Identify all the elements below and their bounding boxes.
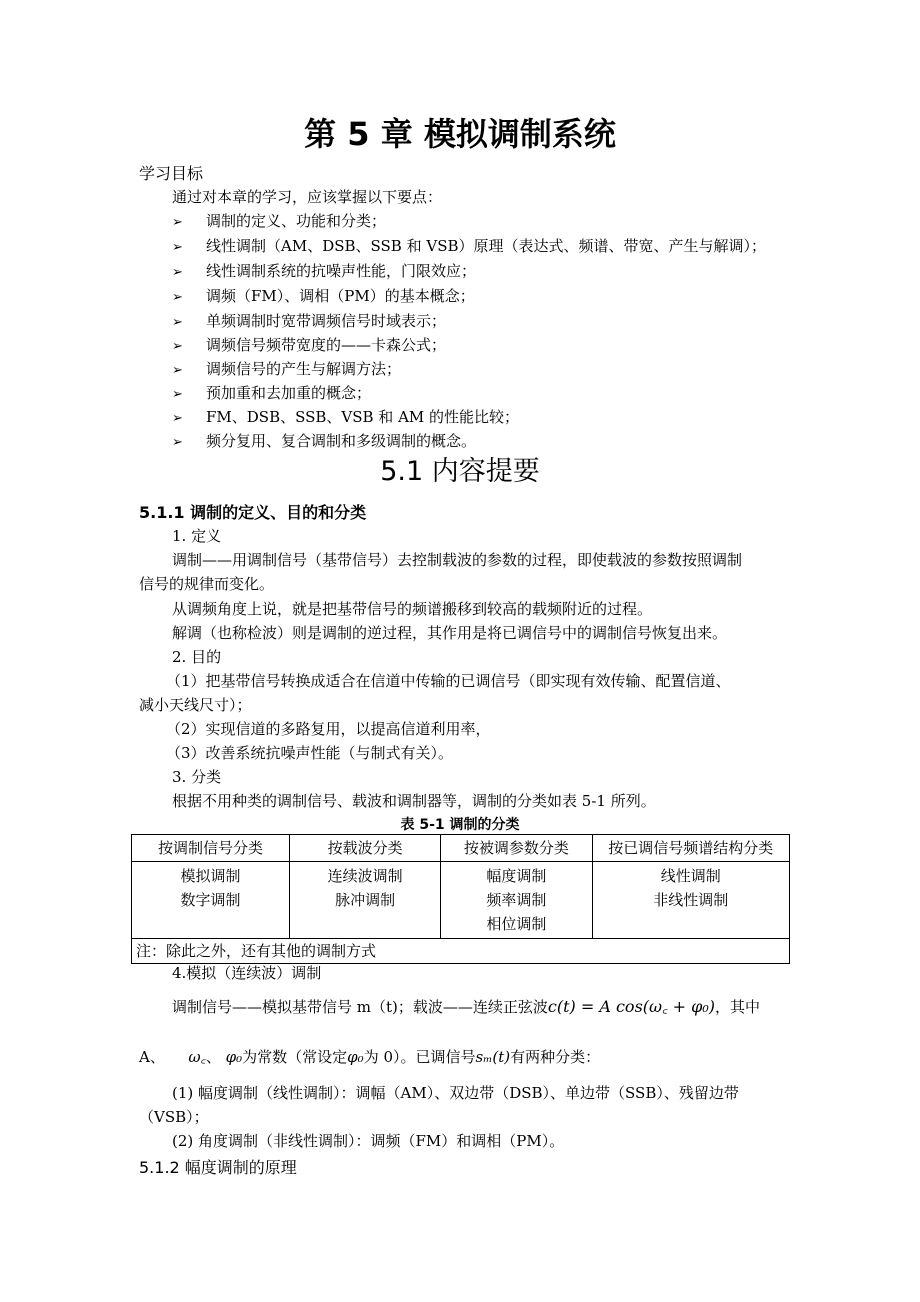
angle-modulation-line: (2) 角度调制（非线性调制）：调频（FM）和调相（PM）。 — [172, 1132, 565, 1150]
definition-paragraph-line1: 调制——用调制信号（基带信号）去控制载波的参数的过程，即使载波的参数按照调制 — [172, 551, 743, 569]
objective-item: ➢ 线性调制（AM、DSB、SSB 和 VSB）原理（表达式、频谱、带宽、产生与解调）； — [172, 237, 766, 255]
classification-paragraph: 根据不用种类的调制信号、载波和调制器等，调制的分类如表 5-1 所列。 — [172, 792, 656, 810]
purpose-item-2: （2）实现信道的多路复用，以提高信道利用率， — [166, 720, 491, 738]
table-cell-spectrum: 线性调制 非线性调制 — [592, 862, 789, 939]
objective-item: ➢ 单频调制时宽带调频信号时域表示； — [172, 312, 447, 330]
table-header-cell: 按调制信号分类 — [132, 835, 290, 862]
section-title: 5.1 内容提要 — [380, 456, 540, 487]
bullet-arrow-icon: ➢ — [172, 363, 183, 378]
bullet-arrow-icon: ➢ — [172, 315, 183, 330]
purpose-label: 2. 目的 — [172, 648, 222, 666]
bullet-arrow-icon: ➢ — [172, 435, 183, 450]
bullet-arrow-icon: ➢ — [172, 411, 183, 426]
table-header-cell: 按被调参数分类 — [441, 835, 592, 862]
objective-item: ➢ 调频信号的产生与解调方法； — [172, 360, 402, 378]
objective-item: ➢ FM、DSB、SSB、VSB 和 AM 的性能比较； — [172, 408, 520, 426]
table-cell-parameter: 幅度调制 频率调制 相位调制 — [441, 862, 592, 939]
purpose-item-1-line2: 减小天线尺寸）； — [139, 696, 252, 714]
amplitude-modulation-line1: (1) 幅度调制（线性调制）：调幅（AM）、双边带（DSB）、单边带（SSB）、残留边带 — [172, 1084, 739, 1102]
analog-paragraph: 调制信号——模拟基带信号 m（t)；载波——连续正弦波c(t) = A cos(ω꜀ + φ₀)，其中 — [172, 997, 761, 1016]
subsection-heading-511: 5.1.1 调制的定义、目的和分类 — [139, 503, 367, 522]
purpose-item-3: （3）改善系统抗噪声性能（与制式有关）。 — [166, 744, 454, 762]
definition-paragraph-3: 解调（也称检波）则是调制的逆过程，其作用是将已调信号中的调制信号恢复出来。 — [172, 624, 728, 642]
objective-item: ➢ 频分复用、复合调制和多级调制的概念。 — [172, 432, 477, 450]
table-header-row — [132, 835, 790, 862]
amplitude-modulation-line2: （VSB）； — [139, 1108, 209, 1126]
bullet-arrow-icon: ➢ — [172, 339, 183, 354]
definition-paragraph-2: 从调频角度上说，就是把基带信号的频谱搬移到较高的载频附近的过程。 — [172, 600, 653, 618]
objective-item: ➢ 线性调制系统的抗噪声性能，门限效应； — [172, 262, 477, 280]
table-note-row — [132, 939, 790, 964]
definition-label: 1. 定义 — [172, 527, 222, 545]
objective-item: ➢ 预加重和去加重的概念； — [172, 384, 372, 402]
bullet-arrow-icon: ➢ — [172, 290, 183, 305]
table-cell-carrier: 连续波调制 脉冲调制 — [289, 862, 440, 939]
carrier-formula: c(t) = A cos(ω꜀ + φ₀) — [547, 997, 716, 1016]
classification-label: 3. 分类 — [172, 768, 222, 786]
definition-paragraph-line2: 信号的规律而变化。 — [139, 575, 275, 593]
purpose-item-1-line1: （1）把基带信号转换成适合在信道中传输的已调信号（即实现有效传输、配置信道、 — [166, 672, 731, 690]
analog-label: 4.模拟（连续波）调制 — [172, 964, 322, 982]
objective-item: ➢ 调频信号频带宽度的——卡森公式； — [172, 336, 447, 354]
bullet-arrow-icon: ➢ — [172, 387, 183, 402]
objective-item: ➢ 调制的定义、功能和分类； — [172, 212, 387, 230]
table-cell-signal: 模拟调制 数字调制 — [132, 862, 290, 939]
classification-table — [131, 834, 790, 964]
table-note: 注：除此之外，还有其他的调制方式 — [132, 939, 790, 964]
objectives-heading: 学习目标 — [139, 164, 204, 183]
table-caption: 表 5-1 调制的分类 — [400, 817, 520, 833]
objectives-intro: 通过对本章的学习，应该掌握以下要点： — [172, 188, 443, 206]
table-header-cell: 按载波分类 — [289, 835, 440, 862]
chapter-title: 第 5 章 模拟调制系统 — [304, 115, 616, 153]
bullet-arrow-icon: ➢ — [172, 265, 183, 280]
objective-item: ➢ 调频（FM）、调相（PM）的基本概念； — [172, 287, 475, 305]
constants-line: A、 ω꜀、 φ₀为常数（常设定φ₀为 0）。已调信号sₘ(t)有两种分类： — [139, 1048, 601, 1066]
bullet-arrow-icon: ➢ — [172, 240, 183, 255]
table-row — [132, 862, 790, 939]
table-header-cell: 按已调信号频谱结构分类 — [592, 835, 789, 862]
bullet-arrow-icon: ➢ — [172, 215, 183, 230]
subsection-heading-512: 5.1.2 幅度调制的原理 — [139, 1158, 297, 1177]
